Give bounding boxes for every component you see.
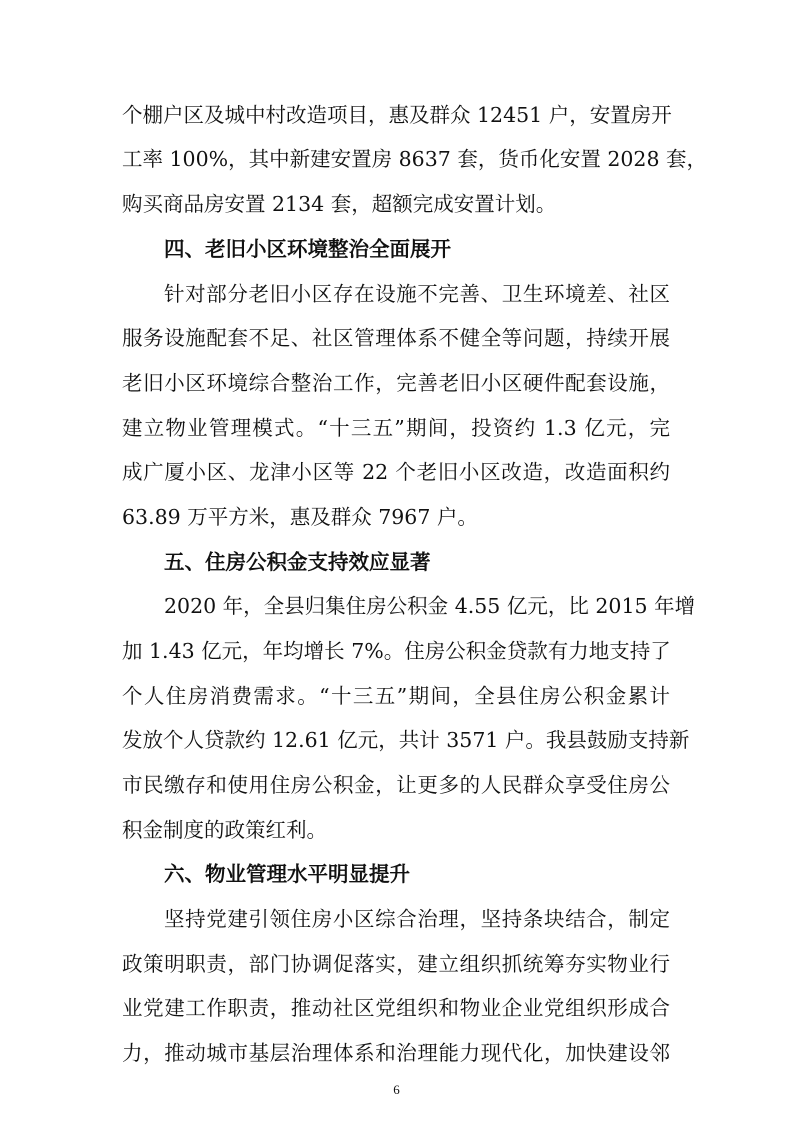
paragraph-line: 工率 100%，其中新建安置房 8637 套，货币化安置 2028 套， [122,147,708,171]
paragraph-line: 个棚户区及城中村改造项目，惠及群众 12451 户，安置房开 [122,103,672,127]
section-heading-4: 四、老旧小区环境整治全面展开 [164,237,451,261]
paragraph-line: 加 1.43 亿元，年均增长 7%。住房公积金贷款有力地支持了 [122,639,671,663]
page-number: 6 [393,1082,400,1097]
paragraph-line: 购买商品房安置 2134 套，超额完成安置计划。 [122,192,557,216]
paragraph-line: 成广厦小区、龙津小区等 22 个老旧小区改造，改造面积约 [122,460,670,484]
paragraph-line: 服务设施配套不足、社区管理体系不健全等问题，持续开展 [122,326,670,350]
paragraph-line: 业党建工作职责，推动社区党组织和物业企业党组织形成合 [122,996,670,1020]
paragraph-line: 63.89 万平方米，惠及群众 7967 户。 [122,505,478,529]
paragraph-line: 建立物业管理模式。“十三五”期间，投资约 1.3 亿元，完 [122,416,670,440]
section-heading-6: 六、物业管理水平明显提升 [164,862,410,886]
paragraph-line: 发放个人贷款约 12.61 亿元，共计 3571 户。我县鼓励支持新 [122,728,690,752]
section-heading-5: 五、住房公积金支持效应显著 [164,550,431,574]
paragraph-line: 力，推动城市基层治理体系和治理能力现代化，加快建设邻 [122,1041,670,1065]
paragraph-line: 2020 年，全县归集住房公积金 4.55 亿元，比 2015 年增 [164,594,696,618]
paragraph-line: 政策明职责，部门协调促落实，建立组织抓统筹夯实物业行 [122,952,670,976]
paragraph-line: 坚持党建引领住房小区综合治理，坚持条块结合，制定 [164,907,670,931]
paragraph-line: 积金制度的政策红利。 [122,818,327,842]
paragraph-line: 市民缴存和使用住房公积金，让更多的人民群众享受住房公 [122,773,670,797]
paragraph-line: 个人住房消费需求。“十三五”期间，全县住房公积金累计 [122,684,670,708]
paragraph-line: 老旧小区环境综合整治工作，完善老旧小区硬件配套设施， [122,371,670,395]
paragraph-line: 针对部分老旧小区存在设施不完善、卫生环境差、社区 [164,282,670,306]
